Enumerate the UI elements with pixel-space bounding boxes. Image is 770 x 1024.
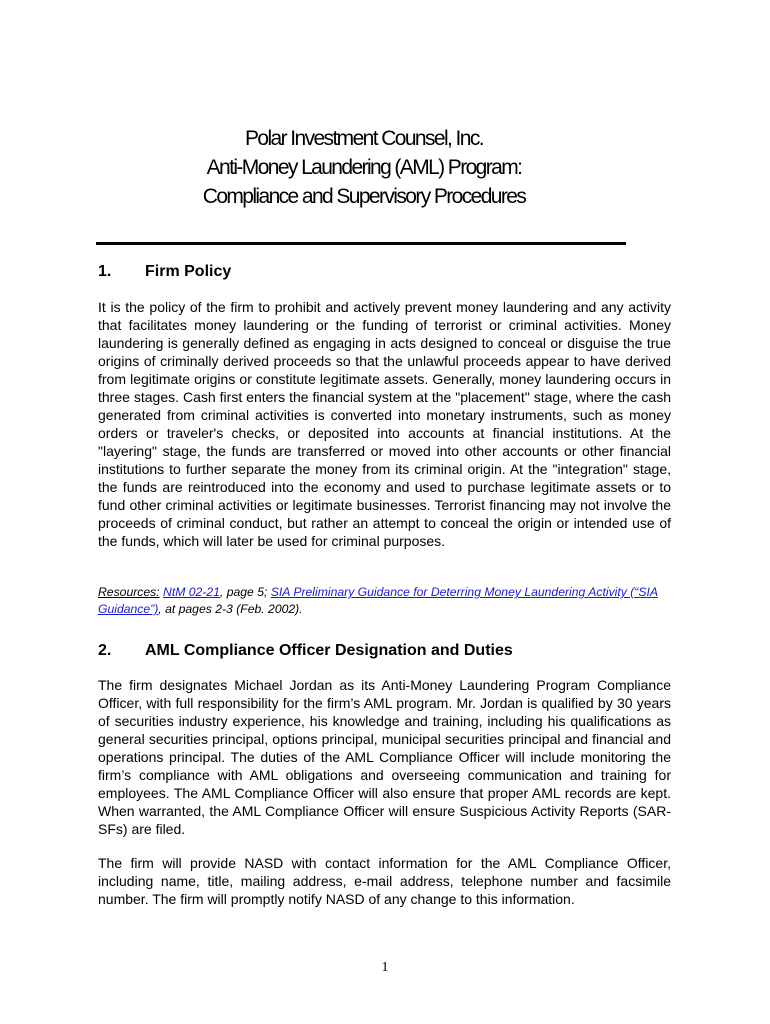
section-1-heading	[98, 263, 231, 281]
title-line-program: Anti-Money Laundering (AML) Program:	[206, 156, 522, 179]
resource-link-sia-guidance[interactable]: SIA Preliminary Guidance for Deterring Money Laundering Activity (“SIA Guidance”)	[98, 585, 658, 616]
title-divider	[96, 242, 626, 245]
section-1-title: Firm Policy	[145, 263, 232, 280]
title-line-subtitle: Compliance and Supervisory Procedures	[202, 185, 526, 208]
resources-between: , page 5;	[219, 585, 271, 599]
resource-link-ntm[interactable]: NtM 02-21	[163, 585, 220, 599]
resources-tail: , at pages 2-3 (Feb. 2002).	[158, 602, 303, 616]
section-2-heading	[98, 642, 513, 660]
document-title	[0, 124, 728, 211]
resources-label: Resources:	[98, 585, 160, 599]
section-2-paragraph-2: The firm will provide NASD with contact information for the AML Compliance Officer, including name, title, mailing address, e-mail address, telephone number and facsimile number. The firm will promptly notify NASD of any change to this information.	[98, 855, 671, 907]
section-2-title: AML Compliance Officer Designation and Duties	[145, 642, 513, 659]
section-1-resources	[98, 584, 671, 618]
section-2-paragraph: The firm designates Michael Jordan as its Anti-Money Laundering Program Compliance Officer, with full responsibility for the firm’s AML program. Mr. Jordan is qualified by 30 years of securities industry experience, his knowledge and training, including his qualifications as general securities principal, options principal, municipal securities principal and financial and operations principal. The duties of the AML Compliance Officer will include monitoring the firm’s compliance with AML obligations and overseeing communication and training for employees. The AML Compliance Officer will also ensure that proper AML records are kept. When warranted, the AML Compliance Officer will ensure Suspicious Activity Reports (SAR-SFs) are filed.	[98, 677, 671, 837]
section-1-number: 1.	[98, 263, 112, 280]
section-1-paragraph: It is the policy of the firm to prohibit and actively prevent money laundering and any activity that facilitates money laundering or the funding of terrorist or criminal activities. Money laundering is generally defined as engaging in acts designed to conceal or disguise the true origins of criminally derived proceeds so that the unlawful proceeds appear to have derived from legitimate origins or constitute legitimate assets. Generally, money laundering occurs in three stages. Cash first enters the financial system at the "placement" stage, where the cash generated from criminal activities is converted into monetary instruments, such as money orders or traveler's checks, or deposited into accounts at financial institutions. At the "layering" stage, the funds are transferred or moved into other accounts or other financial institutions to further separate the money from its criminal origin. At the "integration" stage, the funds are reintroduced into the economy and used to purchase legitimate assets or to fund other criminal activities or legitimate businesses. Terrorist financing may not involve the proceeds of criminal conduct, but rather an attempt to conceal the origin or intended use of the funds, which will later be used for criminal purposes.	[98, 299, 671, 549]
page-number: 1	[381, 960, 389, 975]
title-line-company: Polar Investment Counsel, Inc.	[245, 127, 483, 150]
section-2-number: 2.	[98, 642, 112, 659]
